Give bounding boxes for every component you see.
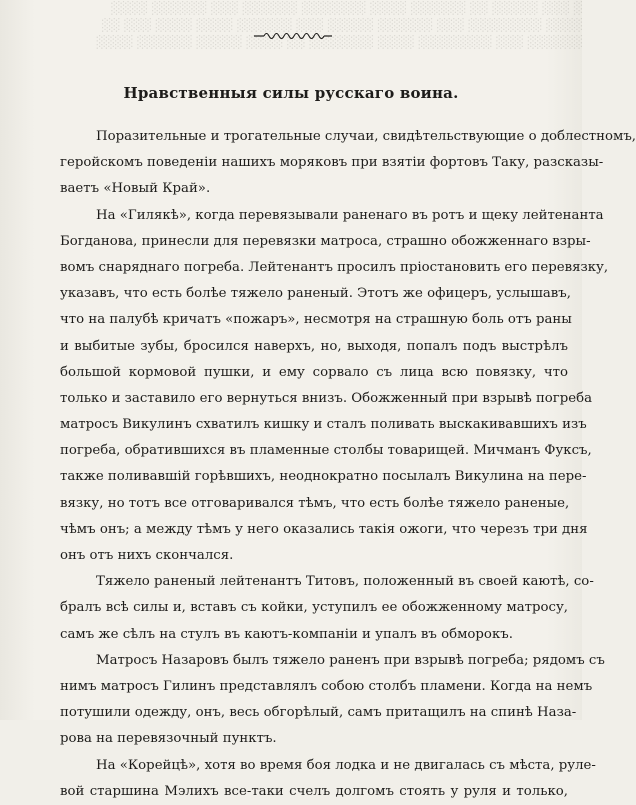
text-line: рова на перевязочный пунктъ. [60,731,277,747]
text-line: указавъ, что есть болѣе тяжело раненый. Этотъ же офицеръ, услышавъ, [60,286,571,302]
text-line: На «Гилякѣ», когда перевязывали раненаго въ ротъ и щеку лейтенанта [96,207,604,223]
paragraph [60,203,609,570]
text-line: большой кормовой пушки, и ему сорвало съ лица всю повязку, что [60,364,568,380]
text-line: погреба, обратившихся въ пламенные столбы товарищей. Мичманъ Фуксъ, [60,443,592,459]
text-line: самъ же сѣлъ на стулъ въ каютъ-компаніи и упалъ въ обморокъ. [60,626,513,642]
text-line: Поразительные и трогательные случаи, свидѣтельствующие о доблестномъ, [96,129,636,144]
text-line: онъ отъ нихъ скончался. [60,548,234,563]
paragraph [60,124,636,203]
text-line: матросъ Викулинъ схватилъ кишку и сталъ поливать выскакивавшихъ изъ [60,417,587,433]
paragraph [60,753,596,805]
text-line: только и заставило его вернуться внизъ. Обожженный при взрывѣ погреба [60,390,593,406]
text-line: чѣмъ онъ; а между тѣмъ у него оказались такія ожоги, что черезъ три дня [60,521,588,537]
text-line: ваетъ «Новый Край». [60,181,211,197]
article-body [60,124,636,805]
text-line: На «Корейцѣ», хотя во время боя лодка и не двигалась съ мѣста, руле- [96,757,596,773]
text-line: Богданова, принесли для перевязки матроса, страшно обожженнаго взры- [60,233,591,249]
text-line: также поливавшій горѣвшихъ, неоднократно посылалъ Викулина на пере- [60,469,587,485]
bleed-through-text: ░ ░░░ ░░░░░ ░░ ░░░░░░ ░░░░ ░░░░░░░ ░░░░░░ ░░░ ░░░░░░ ░░░░ ░░░░ ░░░░░░░░ ░░░ ░░░░░░ ░░░░░ ░░░ ░░░░░░ ░░░░ ░░░░ ░░░ ░░ ░░░░░░ ░░░ ░░░░░░░░ ░░░░ ░░░░░░░ ░░ ░░░░ ░░░░░ ░░░░░░ ░░░░ [95,1,582,49]
paragraph [60,648,605,753]
text-line: Матросъ Назаровъ былъ тяжело раненъ при взрывѣ погреба; рядомъ съ [96,652,605,668]
text-line: вомъ снаряднаго погреба. Лейтенантъ просилъ пріостановить его перевязку, [60,259,609,275]
text-line: нимъ матросъ Гилинъ представлялъ собою столбъ пламени. Когда на немъ [60,678,593,694]
decorative-divider-ornament [254,30,332,42]
text-line: Тяжело раненый лейтенантъ Титовъ, положенный въ своей каютѣ, со- [96,574,594,590]
text-line: потушили одежду, онъ, весь обгорѣлый, самъ притащилъ на спинѣ Наза- [60,705,577,721]
text-line: бралъ всѣ силы и, вставъ съ койки, уступилъ ее обожженному матросу, [60,600,568,616]
text-line: и выбитые зубы, бросился наверхъ, но, выходя, попалъ подъ выстрѣлъ [60,338,568,354]
text-line: геройскомъ поведеніи нашихъ моряковъ при взятіи фортовъ Таку, разсказы- [60,155,604,171]
text-line: вой старшина Мэлихъ все-таки счелъ долгомъ стоять у руля и только, [60,783,568,799]
paragraph [60,569,594,648]
text-line: что на палубѣ кричатъ «пожаръ», несмотря на страшную боль отъ раны [60,312,572,328]
text-line: вязку, но тотъ все отговаривался тѣмъ, что есть болѣе тяжело раненые, [60,495,570,511]
article-title: Нравственныя силы русскаго воина. [123,84,459,102]
